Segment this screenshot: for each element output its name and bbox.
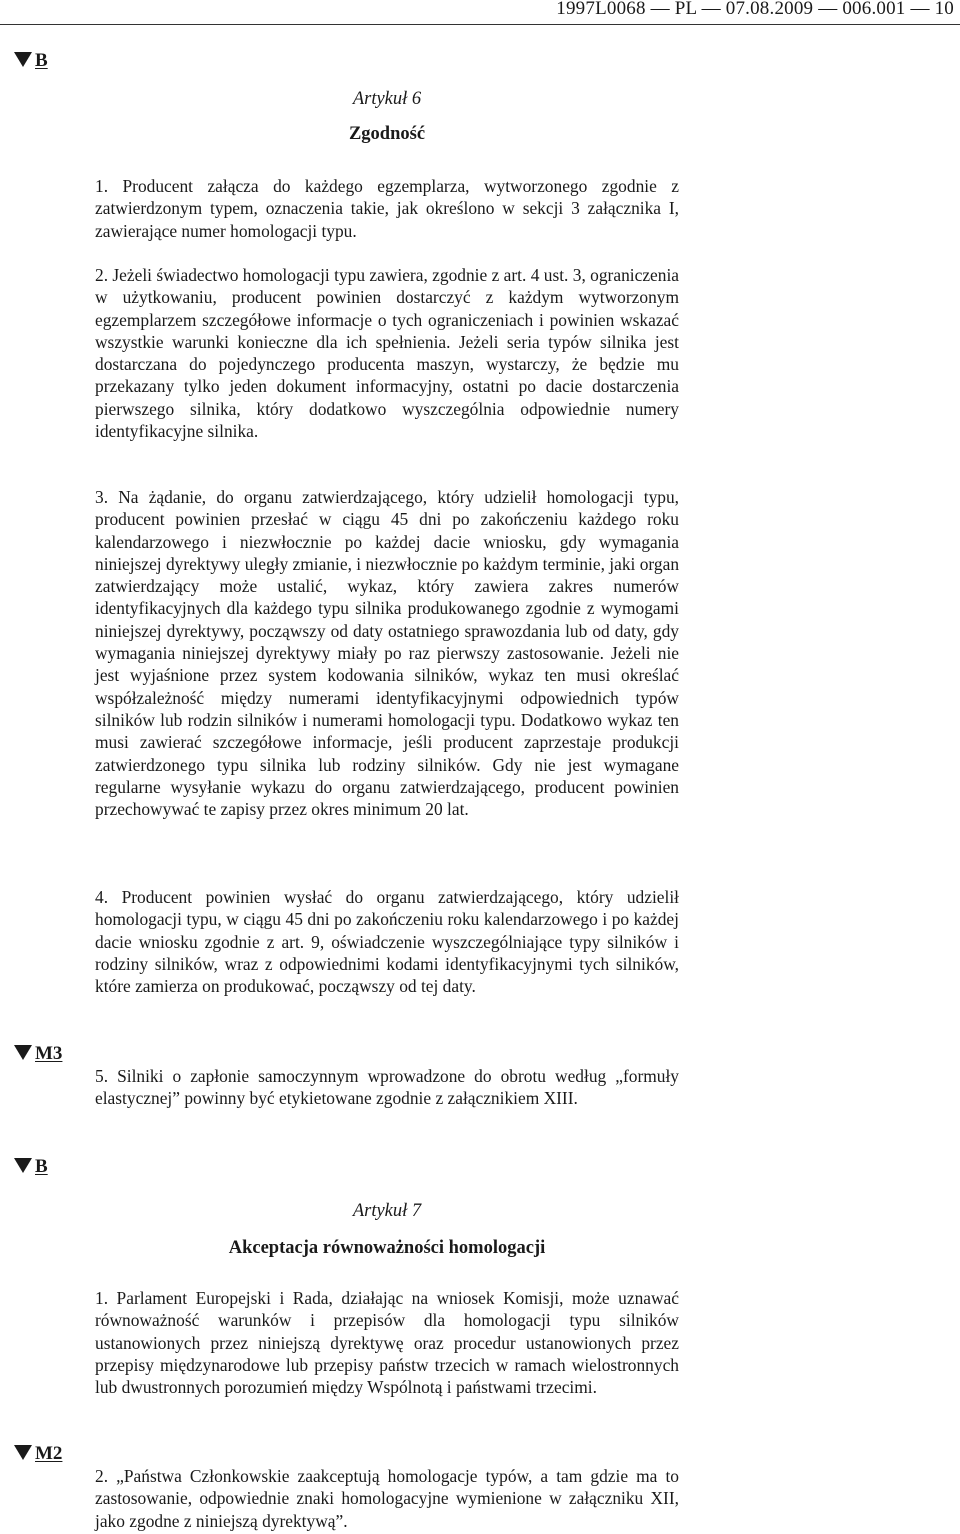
amendment-marker-b: B xyxy=(14,1156,48,1178)
article-6-title: Artykuł 6 xyxy=(352,89,422,109)
article-7-paragraph-1: 1. Parlament Europejski i Rada, działając na wniosek Komisji, może uznawać równoważność warunków i przepisów dla homologacji typu silników ustanowionych przez niniejszą dyrektywę oraz procedur ustanowionych przez przepisy międzynarodowe lub przepisy państw trzecich w ramach wielostronnych lub dwustronnych porozumień między Wspólnotą i państwami trzecimi. xyxy=(95,1288,679,1398)
header-rule xyxy=(0,24,960,25)
amendment-marker-m2: M2 xyxy=(14,1443,62,1465)
triangle-down-icon xyxy=(14,52,32,67)
triangle-down-icon xyxy=(14,1158,32,1173)
amendment-marker-b: B xyxy=(14,50,48,72)
article-6-paragraph-2: 2. Jeżeli świadectwo homologacji typu zawiera, zgodnie z art. 4 ust. 3, ograniczenia w użytkowaniu, producent powinien dostarczyć z każdym wytworzonym egzemplarzem szczegółowe informacje o tych ograniczeniach i powinien wskazać wszystkie warunki konieczne dla ich spełnienia. Jeżeli seria typów silnika jest dostarczana do pojedynczego producenta maszyn, wystarczy, że będzie mu przekazany tylko jeden dokument informacyjny, ostatni po dacie dostarczenia pierwszego silnika, który dodatkowo wyszczególnia odpowiednie numery identyfikacyjne silnika. xyxy=(95,265,679,442)
triangle-down-icon xyxy=(14,1045,32,1060)
article-7-heading: Akceptacja równoważności homologacji xyxy=(228,1238,546,1258)
triangle-down-icon xyxy=(14,1445,32,1460)
article-7-title: Artykuł 7 xyxy=(352,1201,422,1221)
article-7-paragraph-2: 2. „Państwa Członkowskie zaakceptują homologacje typów, a tam gdzie ma to zastosowanie, odpowiednie znaki homologacyjne wymienione w załączniku XII, jako zgodne z niniejszą dyrektywą”. xyxy=(95,1466,679,1531)
page-header xyxy=(0,0,960,26)
amendment-marker-m3: M3 xyxy=(14,1043,62,1065)
article-6-paragraph-3: 3. Na żądanie, do organu zatwierdzającego, który udzielił homologacji typu, producent powinien przesłać w ciągu 45 dni po zakończeniu każdego roku kalendarzowego i niezwłocznie po każdej dacie wniosku, gdy wymagania niniejszej dyrektywy uległy zmianie, i niezwłocznie po każdym terminie, jaki organ zatwierdzający może ustalić, wykaz, który zawiera zakres numerów identyfikacyjnych dla każdego typu silnika produkowanego zgodnie z wymogami niniejszej dyrektywy, począwszy od daty ostatniego sprawozdania lub od daty, gdy wymagania niniejszej dyrektywy miały po raz pierwszy zastosowanie. Jeżeli nie jest wyjaśnione przez system kodowania silników, wykaz ten musi określać współzależność między numerami identyfikacyjnymi odpowiednich typów silników lub rodzin silników i numerami homologacji typu. Dodatkowo wykaz ten musi zawierać szczegółowe informacje, jeśli producent zaprzestaje produkcji zatwierdzonego typu silnika lub rodziny silników. Gdy nie jest wymagane regularne wysyłanie wykazu do organu zatwierdzającego, producent powinien przechowywać te zapisy przez okres minimum 20 lat. xyxy=(95,487,680,820)
article-6-heading: Zgodność xyxy=(348,124,426,144)
article-6-paragraph-5: 5. Silniki o zapłonie samoczynnym wprowadzone do obrotu według „formuły elastycznej” powinny być etykietowane zgodnie z załącznikiem XIII. xyxy=(95,1066,679,1109)
article-6-paragraph-4: 4. Producent powinien wysłać do organu zatwierdzającego, który udzielił homologacji typu, w ciągu 45 dni po zakończeniu roku kalendarzowego i po każdej dacie wniosku zgodnie z art. 9, oświadczenie wyszczególniające typy silników i rodziny silników, wraz z odpowiednimi kodami identyfikacyjnymi tych silników, które zamierza on produkować, począwszy od tej daty. xyxy=(95,887,679,997)
article-6-paragraph-1: 1. Producent załącza do każdego egzemplarza, wytworzonego zgodnie z zatwierdzonym typem, oznaczenia takie, jak określono w sekcji 3 załącznika I, zawierające numer homologacji typu. xyxy=(95,176,679,241)
document-reference: 1997L0068 — PL — 07.08.2009 — 006.001 — 10 xyxy=(556,0,954,19)
